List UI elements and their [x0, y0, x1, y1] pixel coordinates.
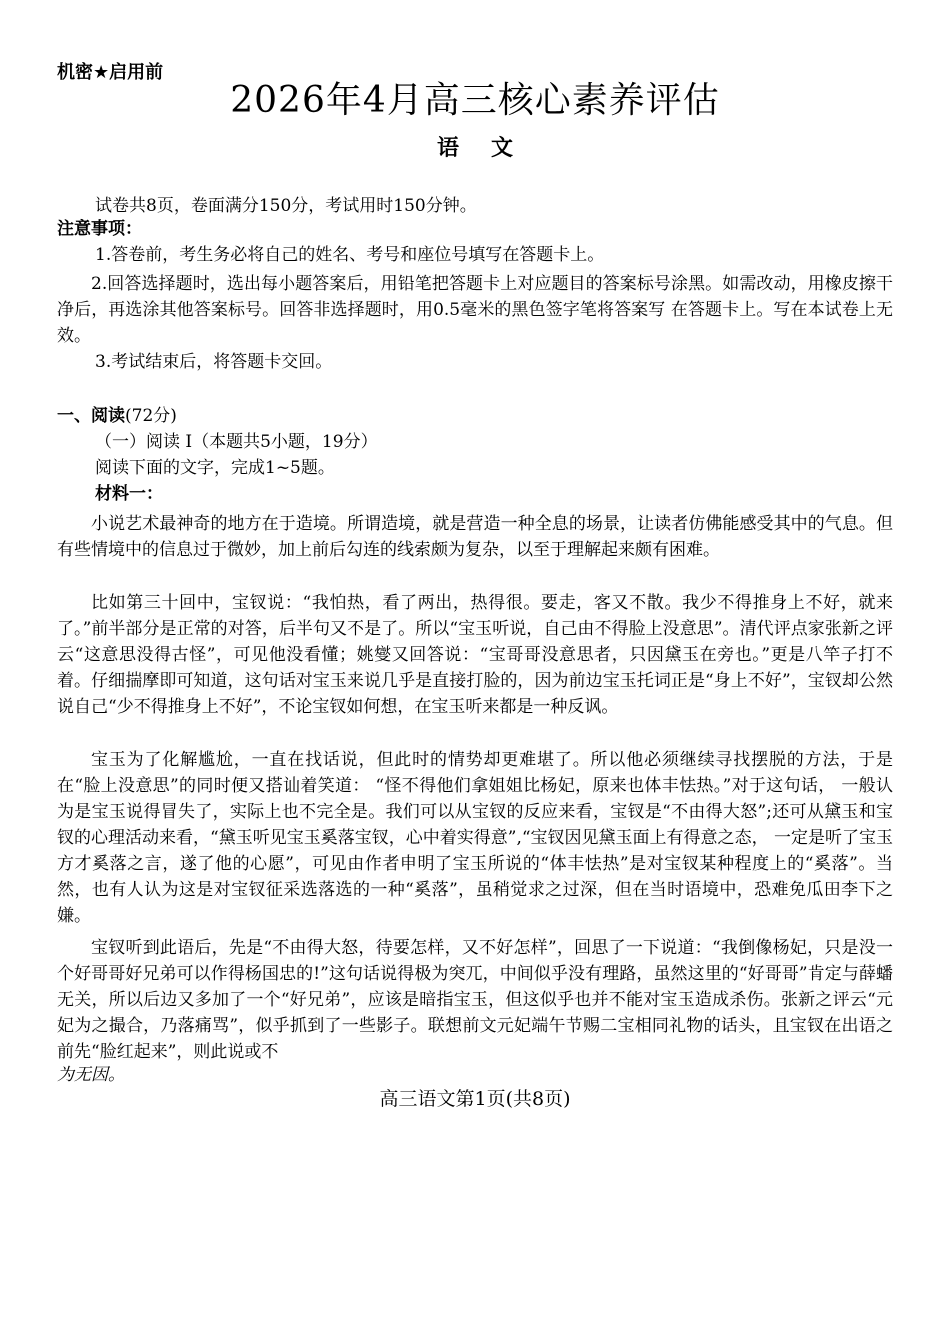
confidential-label: 机密★启用前 — [57, 62, 164, 83]
exam-title: 2026年4月高三核心素养评估 — [230, 80, 720, 121]
notice-item-3: 3.考试结束后，将答题卡交回。 — [95, 352, 333, 372]
paragraph-1: 小说艺术最神奇的地方在于造境。所谓造境，就是营造一种全息的场景，让读者仿佛能感受其中的气息。但有些情境中的信息过于微妙，加上前后勾连的线索颇为复杂，以至于理解起来颇有困难。 — [57, 514, 893, 560]
page-footer: 高三语文第1页(共8页) — [379, 1088, 571, 1110]
section-heading-score: (72分) — [125, 406, 177, 426]
material-label: 材料一： — [95, 484, 163, 504]
paragraph-3: 宝玉为了化解尴尬，一直在找话说，但此时的情势却更难堪了。所以他必须继续寻找摆脱的方法，于是在“脸上没意思”的同时便又搭讪着笑道： “怪不得他们拿姐姐比杨妃，原来也体丰怯热。”对于这句话， 一般认为是宝玉说得冒失了，实际上也不完全是。我们可以从宝钗的反应来看，宝钗是“不由得大怒”;还可从黛玉和宝钗的心理活动来看，“黛玉听见宝玉奚落宝钗，心中着实得意”,“宝钗因见黛玉面上有得意之态， 一定是听了宝玉方才奚落之言，遂了他的心愿”，可见由作者申明了宝玉所说的“体丰怯热”是对宝钗某种程度上的“奚落”。当然，也有人认为这是对宝钗征采选落选的一种“奚落”，虽稍觉求之过深，但在当时语境中，恐难免瓜田李下之嫌。 — [57, 750, 893, 926]
paragraph-4: 宝钗听到此语后，先是“不由得大怒，待要怎样，又不好怎样”，回思了一下说道：“我倒像杨妃，只是没一个好哥哥好兄弟可以作得杨国忠的!”这句话说得极为突兀，中间似乎没有理路，虽然这里的“好哥哥”肯定与薛蟠无关，所以后边又多加了一个“好兄弟”，应该是暗指宝玉，但这似乎也并不能对宝玉造成杀伤。张新之评云“元妃为之撮合，乃落痛骂”，似乎抓到了一些影子。联想前文元妃端午节赐二宝相同礼物的话头，且宝钗在出语之前先“脸红起来”，则此说或不 — [57, 938, 893, 1062]
notice-title: 注意事项： — [57, 219, 142, 239]
paragraph-2: 比如第三十回中，宝钗说：“我怕热，看了两出，热得很。要走，客又不散。我少不得推身上不好，就来了。”前半部分是正常的对答，后半句又不是了。所以“宝玉听说，自己由不得脸上没意思”。清代评点家张新之评云“这意思没得古怪”，可见他没看懂；姚燮又回答说：“宝哥哥没意思者，只因黛玉在旁也。”更是八竿子打不着。仔细揣摩即可知道，这句话对宝玉来说几乎是直接打脸的，因为前边宝玉托词正是“身上不好”，宝钗却公然说自己“少不得推身上不好”，不论宝钗如何想，在宝玉听来都是一种反讽。 — [57, 593, 893, 717]
section-heading — [57, 404, 177, 428]
subject-title: 语文 — [436, 136, 545, 161]
exam-info: 试卷共8页，卷面满分150分，考试用时150分钟。 — [95, 196, 477, 216]
part-instruction: 阅读下面的文字，完成1~5题。 — [95, 458, 335, 478]
paragraph-4-tail: 为无因。 — [57, 1065, 125, 1085]
notice-item-2: 2.回答选择题时，选出每小题答案后，用铅笔把答题卡上对应题目的答案标号涂黑。如需改动，用橡皮擦干净后，再选涂其他答案标号。回答非选择题时，用0.5毫米的黑色签字笔将答案写 在答题卡上。写在本试卷上无效。 — [57, 274, 893, 346]
part-title: （一）阅读 I（本题共5小题，19分） — [95, 432, 378, 452]
notice-item-1: 1.答卷前，考生务必将自己的姓名、考号和座位号填写在答题卡上。 — [95, 245, 605, 265]
section-heading-label: 一、阅读 — [57, 406, 125, 426]
